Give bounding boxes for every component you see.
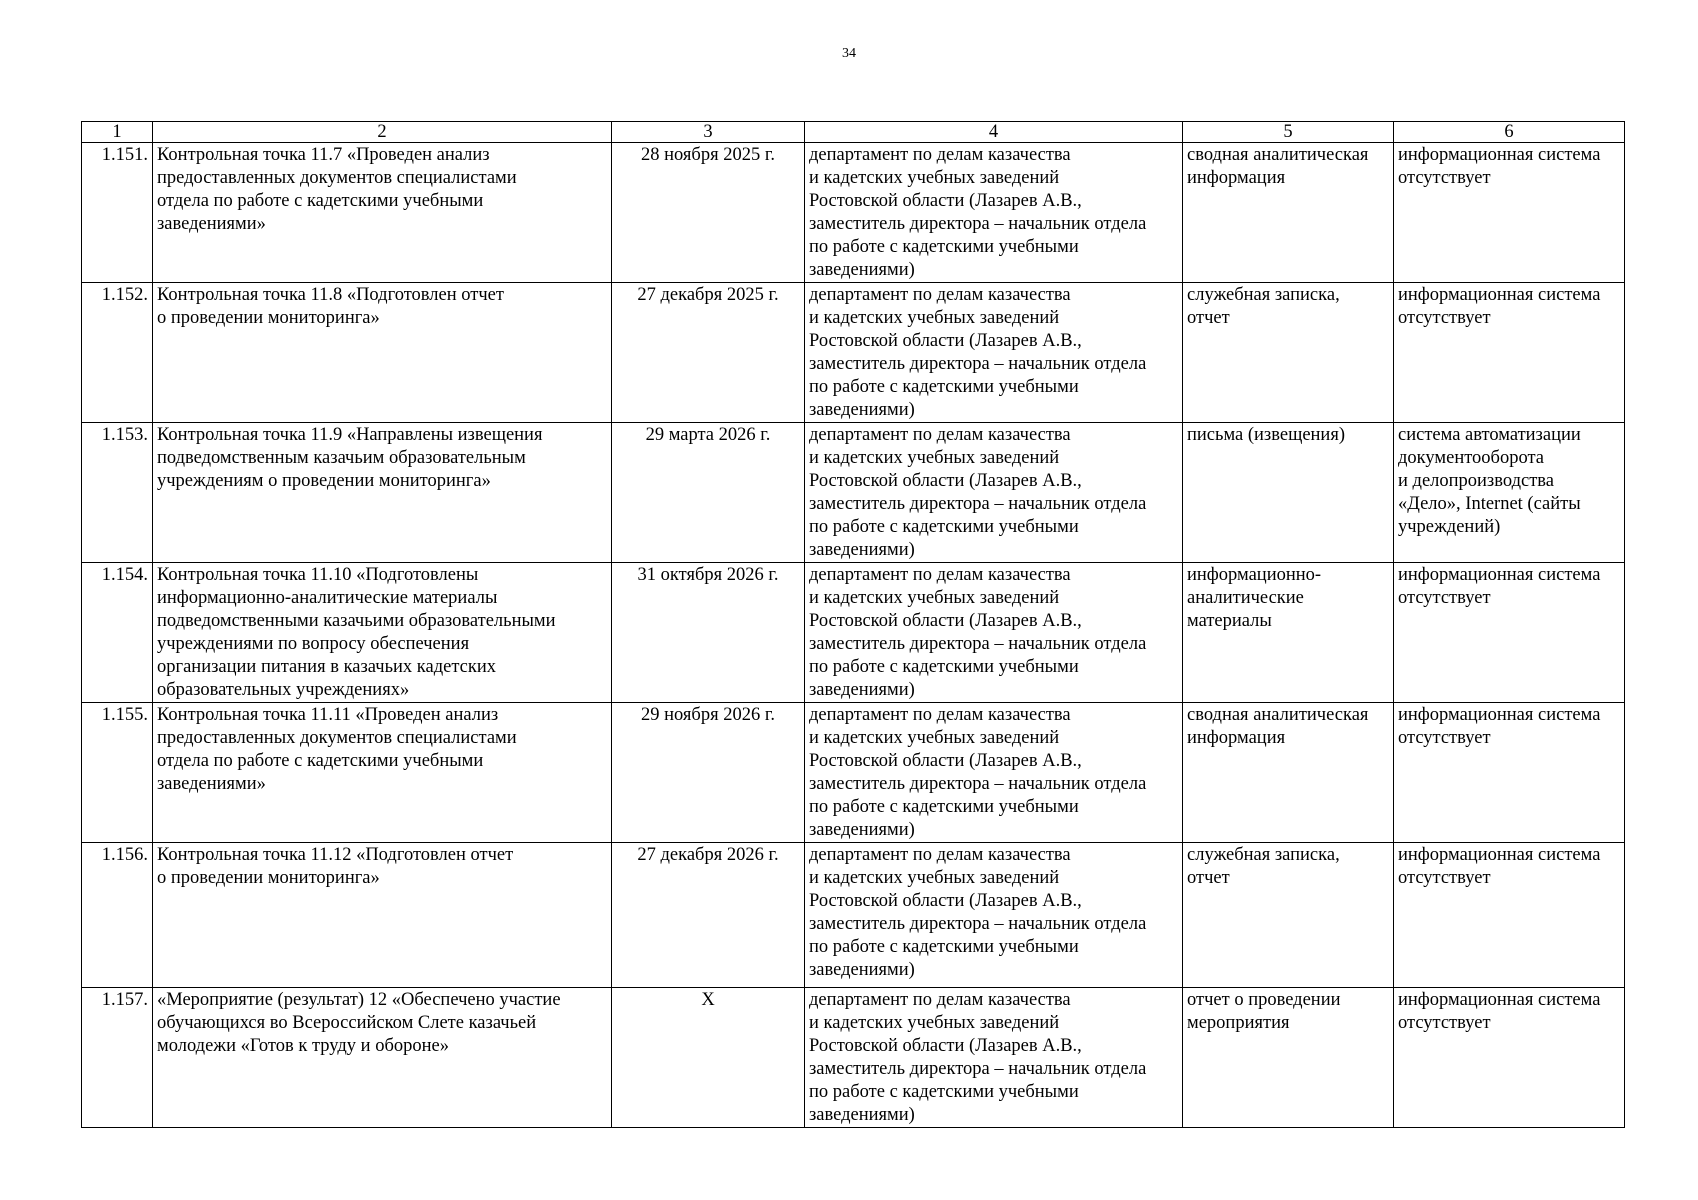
- cell-text-line: служебная записка,: [1187, 845, 1340, 865]
- cell-text-line: предоставленных документов специалистами: [157, 168, 517, 188]
- cell-text-line: заместитель директора – начальник отдела: [809, 634, 1147, 654]
- cell-text-line: отчет: [1187, 308, 1230, 328]
- cell-text-line: и кадетских учебных заведений: [809, 1013, 1060, 1033]
- cell-text-line: Ростовской области (Лазарев А.В.,: [809, 891, 1082, 911]
- cell-text-line: и кадетских учебных заведений: [809, 728, 1060, 748]
- cell-text-line: отдела по работе с кадетскими учебными: [157, 751, 484, 771]
- document-type-cell: [1183, 988, 1394, 1128]
- document-type-cell: [1183, 563, 1394, 703]
- cell-text-line: о проведении мониторинга»: [157, 308, 380, 328]
- cell-text-line: предоставленных документов специалистами: [157, 728, 517, 748]
- cell-text-line: Ростовской области (Лазарев А.В.,: [809, 1036, 1082, 1056]
- document-type-cell: [1183, 283, 1394, 423]
- cell-text-line: заместитель директора – начальник отдела: [809, 494, 1147, 514]
- cell-text-line: Ростовской области (Лазарев А.В.,: [809, 751, 1082, 771]
- date-cell: 27 декабря 2026 г.: [612, 843, 805, 988]
- row-number-cell: 1.152.: [82, 283, 153, 423]
- cell-text-line: и кадетских учебных заведений: [809, 168, 1060, 188]
- cell-text-line: отсутствует: [1398, 588, 1491, 608]
- responsible-cell: [805, 423, 1183, 563]
- date-cell: 31 октября 2026 г.: [612, 563, 805, 703]
- cell-text-line: заместитель директора – начальник отдела: [809, 1059, 1147, 1079]
- cell-text-line: отчет о проведении: [1187, 990, 1341, 1010]
- page-number: 34: [842, 46, 856, 61]
- cell-text-line: Контрольная точка 11.12 «Подготовлен отчет: [157, 845, 514, 865]
- cell-text-line: департамент по делам казачества: [809, 845, 1071, 865]
- table-row: [82, 143, 1625, 283]
- row-number-cell: 1.154.: [82, 563, 153, 703]
- cell-text-line: департамент по делам казачества: [809, 285, 1071, 305]
- description-cell: [153, 843, 612, 988]
- cell-text-line: и кадетских учебных заведений: [809, 308, 1060, 328]
- cell-text-line: образовательных учреждениях»: [157, 680, 410, 700]
- row-number-cell: 1.155.: [82, 703, 153, 843]
- cell-text-line: по работе с кадетскими учебными: [809, 797, 1079, 817]
- description-cell: [153, 563, 612, 703]
- description-cell: [153, 988, 612, 1128]
- responsible-cell: [805, 703, 1183, 843]
- row-number-cell: 1.151.: [82, 143, 153, 283]
- cell-text-line: Ростовской области (Лазарев А.В.,: [809, 471, 1082, 491]
- date-cell: 27 декабря 2025 г.: [612, 283, 805, 423]
- cell-text-line: «Дело», Internet (сайты: [1398, 494, 1581, 514]
- table-row: [82, 563, 1625, 703]
- cell-text-line: и кадетских учебных заведений: [809, 588, 1060, 608]
- row-number-cell: 1.153.: [82, 423, 153, 563]
- cell-text-line: и кадетских учебных заведений: [809, 868, 1060, 888]
- cell-text-line: информация: [1187, 168, 1286, 188]
- information-system-cell: [1394, 988, 1625, 1128]
- cell-text-line: Контрольная точка 11.10 «Подготовлены: [157, 565, 479, 585]
- cell-text-line: аналитические: [1187, 588, 1304, 608]
- cell-text-line: заведениями): [809, 400, 915, 420]
- date-cell: 29 марта 2026 г.: [612, 423, 805, 563]
- cell-text-line: информационная система: [1398, 705, 1601, 725]
- cell-text-line: департамент по делам казачества: [809, 705, 1071, 725]
- cell-text-line: заведениями): [809, 680, 915, 700]
- cell-text-line: отчет: [1187, 868, 1230, 888]
- column-header: 2: [153, 122, 612, 143]
- cell-text-line: по работе с кадетскими учебными: [809, 937, 1079, 957]
- cell-text-line: департамент по делам казачества: [809, 990, 1071, 1010]
- cell-text-line: отсутствует: [1398, 308, 1491, 328]
- responsible-cell: [805, 988, 1183, 1128]
- cell-text-line: информационная система: [1398, 565, 1601, 585]
- table-row: [82, 423, 1625, 563]
- information-system-cell: [1394, 143, 1625, 283]
- cell-text-line: по работе с кадетскими учебными: [809, 377, 1079, 397]
- cell-text-line: департамент по делам казачества: [809, 145, 1071, 165]
- document-type-cell: [1183, 423, 1394, 563]
- responsible-cell: [805, 283, 1183, 423]
- description-cell: [153, 143, 612, 283]
- cell-text-line: информационная система: [1398, 145, 1601, 165]
- table-row: [82, 843, 1625, 988]
- cell-text-line: сводная аналитическая: [1187, 145, 1369, 165]
- cell-text-line: заместитель директора – начальник отдела: [809, 214, 1147, 234]
- cell-text-line: материалы: [1187, 611, 1272, 631]
- cell-text-line: отдела по работе с кадетскими учебными: [157, 191, 484, 211]
- description-cell: [153, 283, 612, 423]
- cell-text-line: «Мероприятие (результат) 12 «Обеспечено участие: [157, 990, 561, 1010]
- date-cell: 29 ноября 2026 г.: [612, 703, 805, 843]
- cell-text-line: по работе с кадетскими учебными: [809, 1082, 1079, 1102]
- cell-text-line: заместитель директора – начальник отдела: [809, 914, 1147, 934]
- information-system-cell: [1394, 283, 1625, 423]
- cell-text-line: информационно-: [1187, 565, 1322, 585]
- cell-text-line: заведениями»: [157, 214, 266, 234]
- cell-text-line: департамент по делам казачества: [809, 425, 1071, 445]
- information-system-cell: [1394, 703, 1625, 843]
- cell-text-line: отсутствует: [1398, 868, 1491, 888]
- cell-text-line: отсутствует: [1398, 168, 1491, 188]
- document-type-cell: [1183, 843, 1394, 988]
- cell-text-line: Контрольная точка 11.11 «Проведен анализ: [157, 705, 499, 725]
- cell-text-line: обучающихся во Всероссийском Слете казачьей: [157, 1013, 537, 1033]
- cell-text-line: письма (извещения): [1187, 425, 1345, 445]
- cell-text-line: заведениями»: [157, 774, 266, 794]
- cell-text-line: служебная записка,: [1187, 285, 1340, 305]
- cell-text-line: заведениями): [809, 820, 915, 840]
- cell-text-line: система автоматизации: [1398, 425, 1581, 445]
- cell-text-line: отсутствует: [1398, 728, 1491, 748]
- column-header: 3: [612, 122, 805, 143]
- date-cell: Х: [612, 988, 805, 1128]
- cell-text-line: документооборота: [1398, 448, 1544, 468]
- cell-text-line: подведомственным казачьим образовательным: [157, 448, 526, 468]
- responsible-cell: [805, 143, 1183, 283]
- cell-text-line: по работе с кадетскими учебными: [809, 517, 1079, 537]
- cell-text-line: Контрольная точка 11.7 «Проведен анализ: [157, 145, 490, 165]
- cell-text-line: мероприятия: [1187, 1013, 1290, 1033]
- cell-text-line: информационная система: [1398, 845, 1601, 865]
- row-number-cell: 1.156.: [82, 843, 153, 988]
- header-row: [82, 122, 1625, 143]
- column-header: 1: [82, 122, 153, 143]
- document-type-cell: [1183, 703, 1394, 843]
- cell-text-line: о проведении мониторинга»: [157, 868, 380, 888]
- cell-text-line: учреждениям о проведении мониторинга»: [157, 471, 491, 491]
- cell-text-line: подведомственными казачьими образовательными: [157, 611, 556, 631]
- cell-text-line: заведениями): [809, 1105, 915, 1125]
- description-cell: [153, 423, 612, 563]
- table-row: [82, 988, 1625, 1128]
- cell-text-line: информация: [1187, 728, 1286, 748]
- cell-text-line: Контрольная точка 11.9 «Направлены извещения: [157, 425, 543, 445]
- column-header: 5: [1183, 122, 1394, 143]
- description-cell: [153, 703, 612, 843]
- row-number-cell: 1.157.: [82, 988, 153, 1128]
- cell-text-line: информационная система: [1398, 990, 1601, 1010]
- cell-text-line: по работе с кадетскими учебными: [809, 237, 1079, 257]
- cell-text-line: молодежи «Готов к труду и обороне»: [157, 1036, 449, 1056]
- responsible-cell: [805, 563, 1183, 703]
- date-cell: 28 ноября 2025 г.: [612, 143, 805, 283]
- cell-text-line: Контрольная точка 11.8 «Подготовлен отчет: [157, 285, 504, 305]
- cell-text-line: Ростовской области (Лазарев А.В.,: [809, 611, 1082, 631]
- document-table: [81, 121, 1625, 1128]
- table-row: [82, 283, 1625, 423]
- document-type-cell: [1183, 143, 1394, 283]
- information-system-cell: [1394, 423, 1625, 563]
- cell-text-line: заведениями): [809, 960, 915, 980]
- cell-text-line: заместитель директора – начальник отдела: [809, 354, 1147, 374]
- cell-text-line: информационная система: [1398, 285, 1601, 305]
- cell-text-line: заместитель директора – начальник отдела: [809, 774, 1147, 794]
- column-header: 4: [805, 122, 1183, 143]
- cell-text-line: и делопроизводства: [1398, 471, 1554, 491]
- information-system-cell: [1394, 563, 1625, 703]
- cell-text-line: отсутствует: [1398, 1013, 1491, 1033]
- cell-text-line: Ростовской области (Лазарев А.В.,: [809, 191, 1082, 211]
- cell-text-line: по работе с кадетскими учебными: [809, 657, 1079, 677]
- cell-text-line: сводная аналитическая: [1187, 705, 1369, 725]
- cell-text-line: учреждений): [1398, 517, 1501, 537]
- table-row: [82, 703, 1625, 843]
- cell-text-line: заведениями): [809, 540, 915, 560]
- cell-text-line: Ростовской области (Лазарев А.В.,: [809, 331, 1082, 351]
- cell-text-line: организации питания в казачьих кадетских: [157, 657, 496, 677]
- column-header: 6: [1394, 122, 1625, 143]
- cell-text-line: департамент по делам казачества: [809, 565, 1071, 585]
- responsible-cell: [805, 843, 1183, 988]
- cell-text-line: и кадетских учебных заведений: [809, 448, 1060, 468]
- cell-text-line: учреждениями по вопросу обеспечения: [157, 634, 470, 654]
- information-system-cell: [1394, 843, 1625, 988]
- cell-text-line: информационно-аналитические материалы: [157, 588, 498, 608]
- cell-text-line: заведениями): [809, 260, 915, 280]
